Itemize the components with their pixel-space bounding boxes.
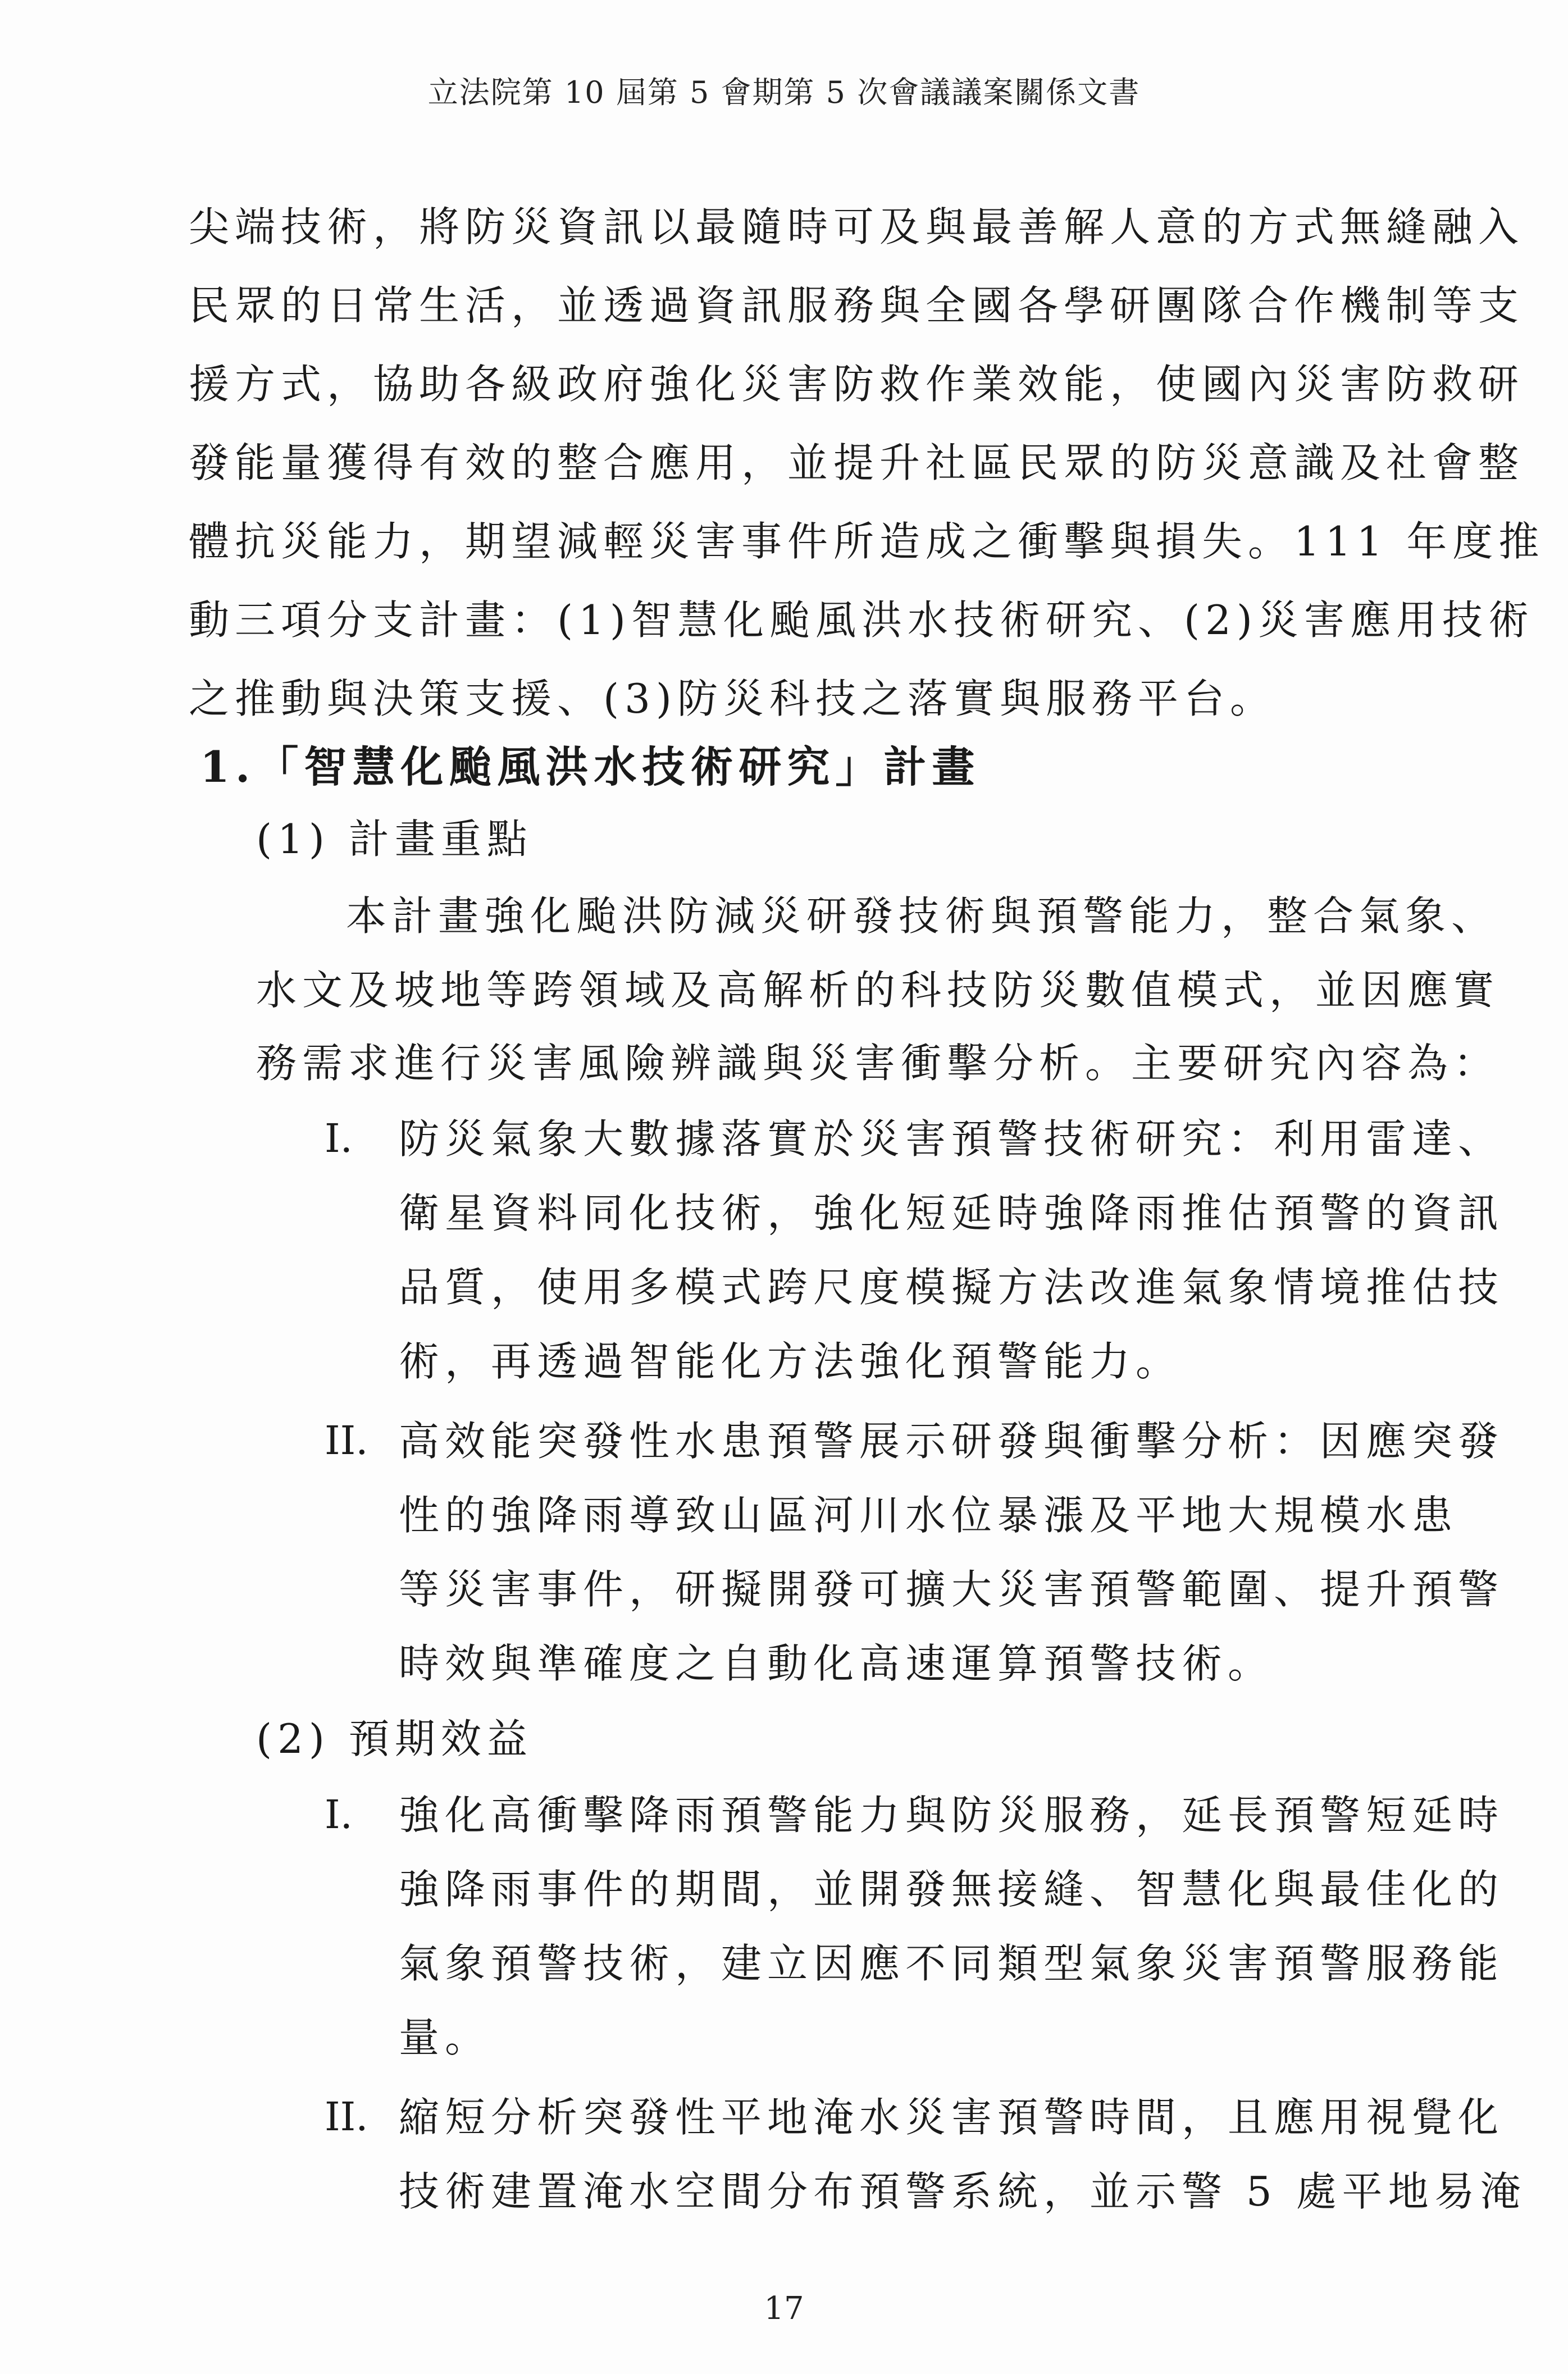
list-item-line: 品質，使用多模式跨尺度模擬方法改進氣象情境推估技: [399, 1264, 1505, 1311]
intro-line: 尖端技術，將防災資訊以最隨時可及與最善解人意的方式無縫融入: [189, 203, 1525, 250]
list-item-line: 時效與準確度之自動化高速運算預警技術。: [399, 1640, 1274, 1687]
list-item-line: 性的強降雨導致山區河川水位暴漲及平地大規模水患: [399, 1492, 1458, 1539]
subsection-title: (1) 計畫重點: [256, 815, 533, 863]
intro-line: 體抗災能力，期望減輕災害事件所造成之衝擊與損失。111 年度推: [189, 518, 1545, 565]
section-heading: 1.「智慧化颱風洪水技術研究」計畫: [200, 742, 981, 792]
document-header: 立法院第 10 屆第 5 會期第 5 次會議議案關係文書: [427, 75, 1141, 110]
list-marker: II.: [325, 2094, 368, 2140]
list-item-line: 防災氣象大數據落實於災害預警技術研究：利用雷達、: [399, 1115, 1505, 1163]
intro-line: 援方式，協助各級政府強化災害防救作業效能，使國內災害防救研: [189, 361, 1525, 408]
list-item-line: 氣象預警技術，建立因應不同類型氣象災害預警服務能: [399, 1940, 1505, 1987]
list-item-line: 高效能突發性水患預警展示研發與衝擊分析：因應突發: [399, 1418, 1505, 1465]
intro-line: 發能量獲得有效的整合應用，並提升社區民眾的防災意識及社會整: [189, 439, 1525, 486]
list-item-line: 量。: [399, 2014, 491, 2061]
list-item-line: 強降雨事件的期間，並開發無接縫、智慧化與最佳化的: [399, 1866, 1505, 1913]
page-number: 17: [764, 2290, 804, 2327]
list-item-line: 衛星資料同化技術，強化短延時強降雨推估預警的資訊: [399, 1190, 1505, 1237]
intro-line: 動三項分支計畫：(1)智慧化颱風洪水技術研究、(2)災害應用技術: [189, 596, 1534, 644]
paragraph-line: 務需求進行災害風險辨識與災害衝擊分析。主要研究內容為：: [256, 1040, 1500, 1087]
list-item-line: 術，再透過智能化方法強化預警能力。: [399, 1338, 1182, 1385]
intro-line: 之推動與決策支援、(3)防災科技之落實與服務平台。: [189, 675, 1276, 722]
list-item-line: 強化高衝擊降雨預警能力與防災服務，延長預警短延時: [399, 1792, 1505, 1839]
paragraph-line: 本計畫強化颱洪防減災研發技術與預警能力，整合氣象、: [346, 892, 1498, 940]
list-marker: II.: [325, 1418, 368, 1464]
list-item-line: 技術建置淹水空間分布預警系統，並示警 5 處平地易淹: [399, 2168, 1526, 2215]
list-marker: I.: [325, 1115, 353, 1161]
subsection-title: (2) 預期效益: [256, 1715, 533, 1762]
list-marker: I.: [325, 1792, 353, 1838]
paragraph-line: 水文及坡地等跨領域及高解析的科技防災數值模式，並因應實: [256, 967, 1500, 1014]
intro-line: 民眾的日常生活，並透過資訊服務與全國各學研團隊合作機制等支: [189, 282, 1525, 329]
list-item-line: 等災害事件，研擬開發可擴大災害預警範圍、提升預警: [399, 1566, 1505, 1613]
list-item-line: 縮短分析突發性平地淹水災害預警時間，且應用視覺化: [399, 2094, 1505, 2141]
